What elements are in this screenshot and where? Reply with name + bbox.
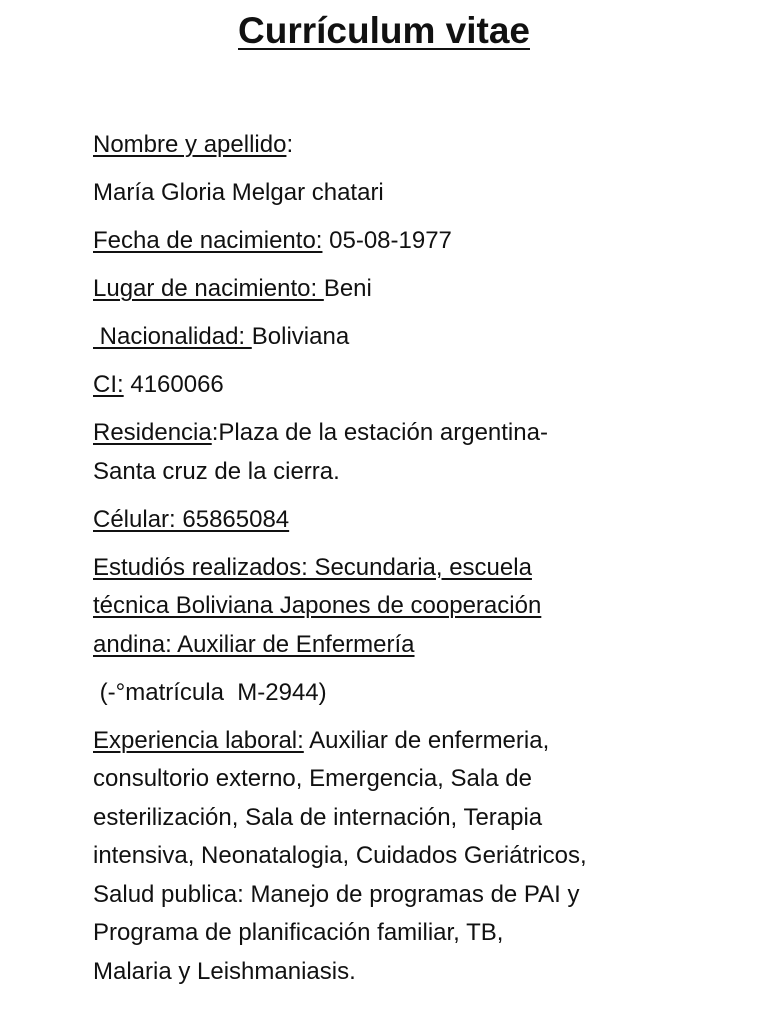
ci-value: 4160066: [123, 371, 224, 398]
registration-text: (-°matrícula M-2944): [93, 678, 327, 706]
residence-label: Residencia: [93, 419, 212, 446]
name-label: Nombre y apellido: [93, 131, 287, 158]
name-value-row: [93, 174, 693, 213]
cellphone-row: [93, 501, 693, 540]
experience-line7: Malaria y Leishmaniasis.: [93, 957, 356, 985]
birthdate-value: 05-08-1977: [322, 227, 452, 254]
nationality-value: Boliviana: [251, 323, 350, 350]
nationality-row: [93, 318, 693, 357]
studies-line3: andina: Auxiliar de Enfermería: [93, 630, 415, 658]
cv-content: [93, 126, 693, 1001]
ci-row: [93, 366, 693, 405]
birthdate-label: Fecha de nacimiento:: [93, 227, 323, 254]
experience-line3: esterilización, Sala de internación, Terapia: [93, 803, 543, 831]
residence-row: [93, 414, 693, 491]
residence-value-line2: Santa cruz de la cierra.: [93, 457, 340, 485]
nationality-label: Nacionalidad:: [93, 323, 252, 350]
birthplace-value: Beni: [323, 275, 372, 302]
studies-row: [93, 549, 693, 665]
name-colon: :: [286, 131, 294, 158]
document-title-text: Currículum vitae: [238, 10, 530, 51]
birthplace-row: [93, 270, 693, 309]
experience-row: [93, 722, 693, 992]
residence-value-line1: :Plaza de la estación argentina-: [211, 419, 548, 446]
experience-line4: intensiva, Neonatalogia, Cuidados Geriátricos,: [93, 842, 587, 869]
experience-line5: Salud publica: Manejo de programas de PAI y: [93, 880, 580, 908]
birthplace-label: Lugar de nacimiento:: [93, 275, 324, 302]
ci-label: CI:: [93, 371, 124, 398]
studies-line2: técnica Boliviana Japones de cooperación: [93, 592, 542, 619]
experience-line2: consultorio externo, Emergencia, Sala de: [93, 765, 532, 792]
studies-line1: Estudiós realizados: Secundaria, escuela: [93, 553, 532, 581]
document-title: [0, 6, 768, 56]
experience-line1: Auxiliar de enfermeria,: [303, 726, 550, 754]
cellphone-text: Célular: 65865084: [93, 505, 290, 533]
registration-row: [93, 674, 693, 713]
birthdate-row: [93, 222, 693, 261]
experience-line6: Programa de planificación familiar, TB,: [93, 919, 504, 946]
name-label-row: [93, 126, 693, 165]
experience-label: Experiencia laboral:: [93, 726, 304, 754]
name-value: María Gloria Melgar chatari: [93, 179, 384, 206]
